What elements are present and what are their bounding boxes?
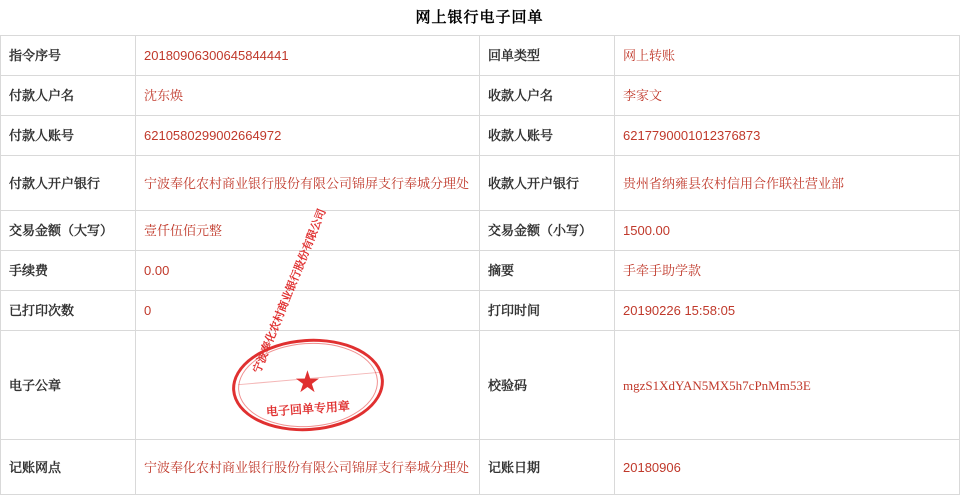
field-label-check-code: 校验码 (480, 331, 615, 440)
field-label-payer-bank: 付款人开户银行 (1, 156, 136, 211)
field-label-receipt-type: 回单类型 (480, 36, 615, 76)
field-label-instruction-no: 指令序号 (1, 36, 136, 76)
field-label-payee-account: 收款人账号 (480, 116, 615, 156)
field-value-check-code: mgzS1XdYAN5MX5h7cPnMm53E (615, 331, 960, 440)
field-label-amount-figures: 交易金额（小写） (480, 211, 615, 251)
table-row (1, 251, 960, 291)
field-value-payee-account: 6217790001012376873 (615, 116, 960, 156)
field-value-payer-bank: 宁波奉化农村商业银行股份有限公司锦屏支行奉城分理处 (136, 156, 480, 211)
field-value-fee: 0.00 (136, 251, 480, 291)
table-row (1, 211, 960, 251)
field-label-summary: 摘要 (480, 251, 615, 291)
field-label-print-time: 打印时间 (480, 291, 615, 331)
seal-top-text: 宁波奉化农村商业银行股份有限公司 (250, 207, 328, 376)
page-title: 网上银行电子回单 (415, 9, 544, 26)
field-label-payee-bank: 收款人开户银行 (480, 156, 615, 211)
field-label-electronic-seal: 电子公章 (1, 331, 136, 440)
field-value-booking-date: 20180906 (615, 440, 960, 495)
field-label-amount-words: 交易金额（大写） (1, 211, 136, 251)
table-row-seal (1, 331, 960, 440)
table-row (1, 156, 960, 211)
field-value-payee-bank: 贵州省纳雍县农村信用合作联社营业部 (615, 156, 960, 211)
field-value-booking-branch: 宁波奉化农村商业银行股份有限公司锦屏支行奉城分理处 (136, 440, 480, 495)
field-label-booking-date: 记账日期 (480, 440, 615, 495)
table-row (1, 36, 960, 76)
table-row (1, 291, 960, 331)
table-row (1, 116, 960, 156)
field-value-payer-account: 6210580299002664972 (136, 116, 480, 156)
table-row (1, 440, 960, 495)
table-row (1, 76, 960, 116)
field-label-payer-account: 付款人账号 (1, 116, 136, 156)
field-value-summary: 手牵手助学款 (615, 251, 960, 291)
field-label-booking-branch: 记账网点 (1, 440, 136, 495)
field-value-instruction-no: 20180906300645844441 (136, 36, 480, 76)
field-value-print-count: 0 (136, 291, 480, 331)
field-value-amount-words: 壹仟伍佰元整 (136, 211, 480, 251)
field-value-receipt-type: 网上转账 (615, 36, 960, 76)
field-label-fee: 手续费 (1, 251, 136, 291)
field-value-payee-name: 李家文 (615, 76, 960, 116)
receipt-table (0, 35, 960, 495)
field-label-payee-name: 收款人户名 (480, 76, 615, 116)
field-label-payer-name: 付款人户名 (1, 76, 136, 116)
field-value-print-time: 20190226 15:58:05 (615, 291, 960, 331)
field-value-amount-figures: 1500.00 (615, 211, 960, 251)
bank-seal-icon: 宁波奉化农村商业银行股份有限公司 ★ 电子回单专用章 (208, 338, 408, 432)
seal-bottom-text: 电子回单专用章 (265, 399, 350, 419)
field-label-print-count: 已打印次数 (1, 291, 136, 331)
field-value-payer-name: 沈东焕 (136, 76, 480, 116)
